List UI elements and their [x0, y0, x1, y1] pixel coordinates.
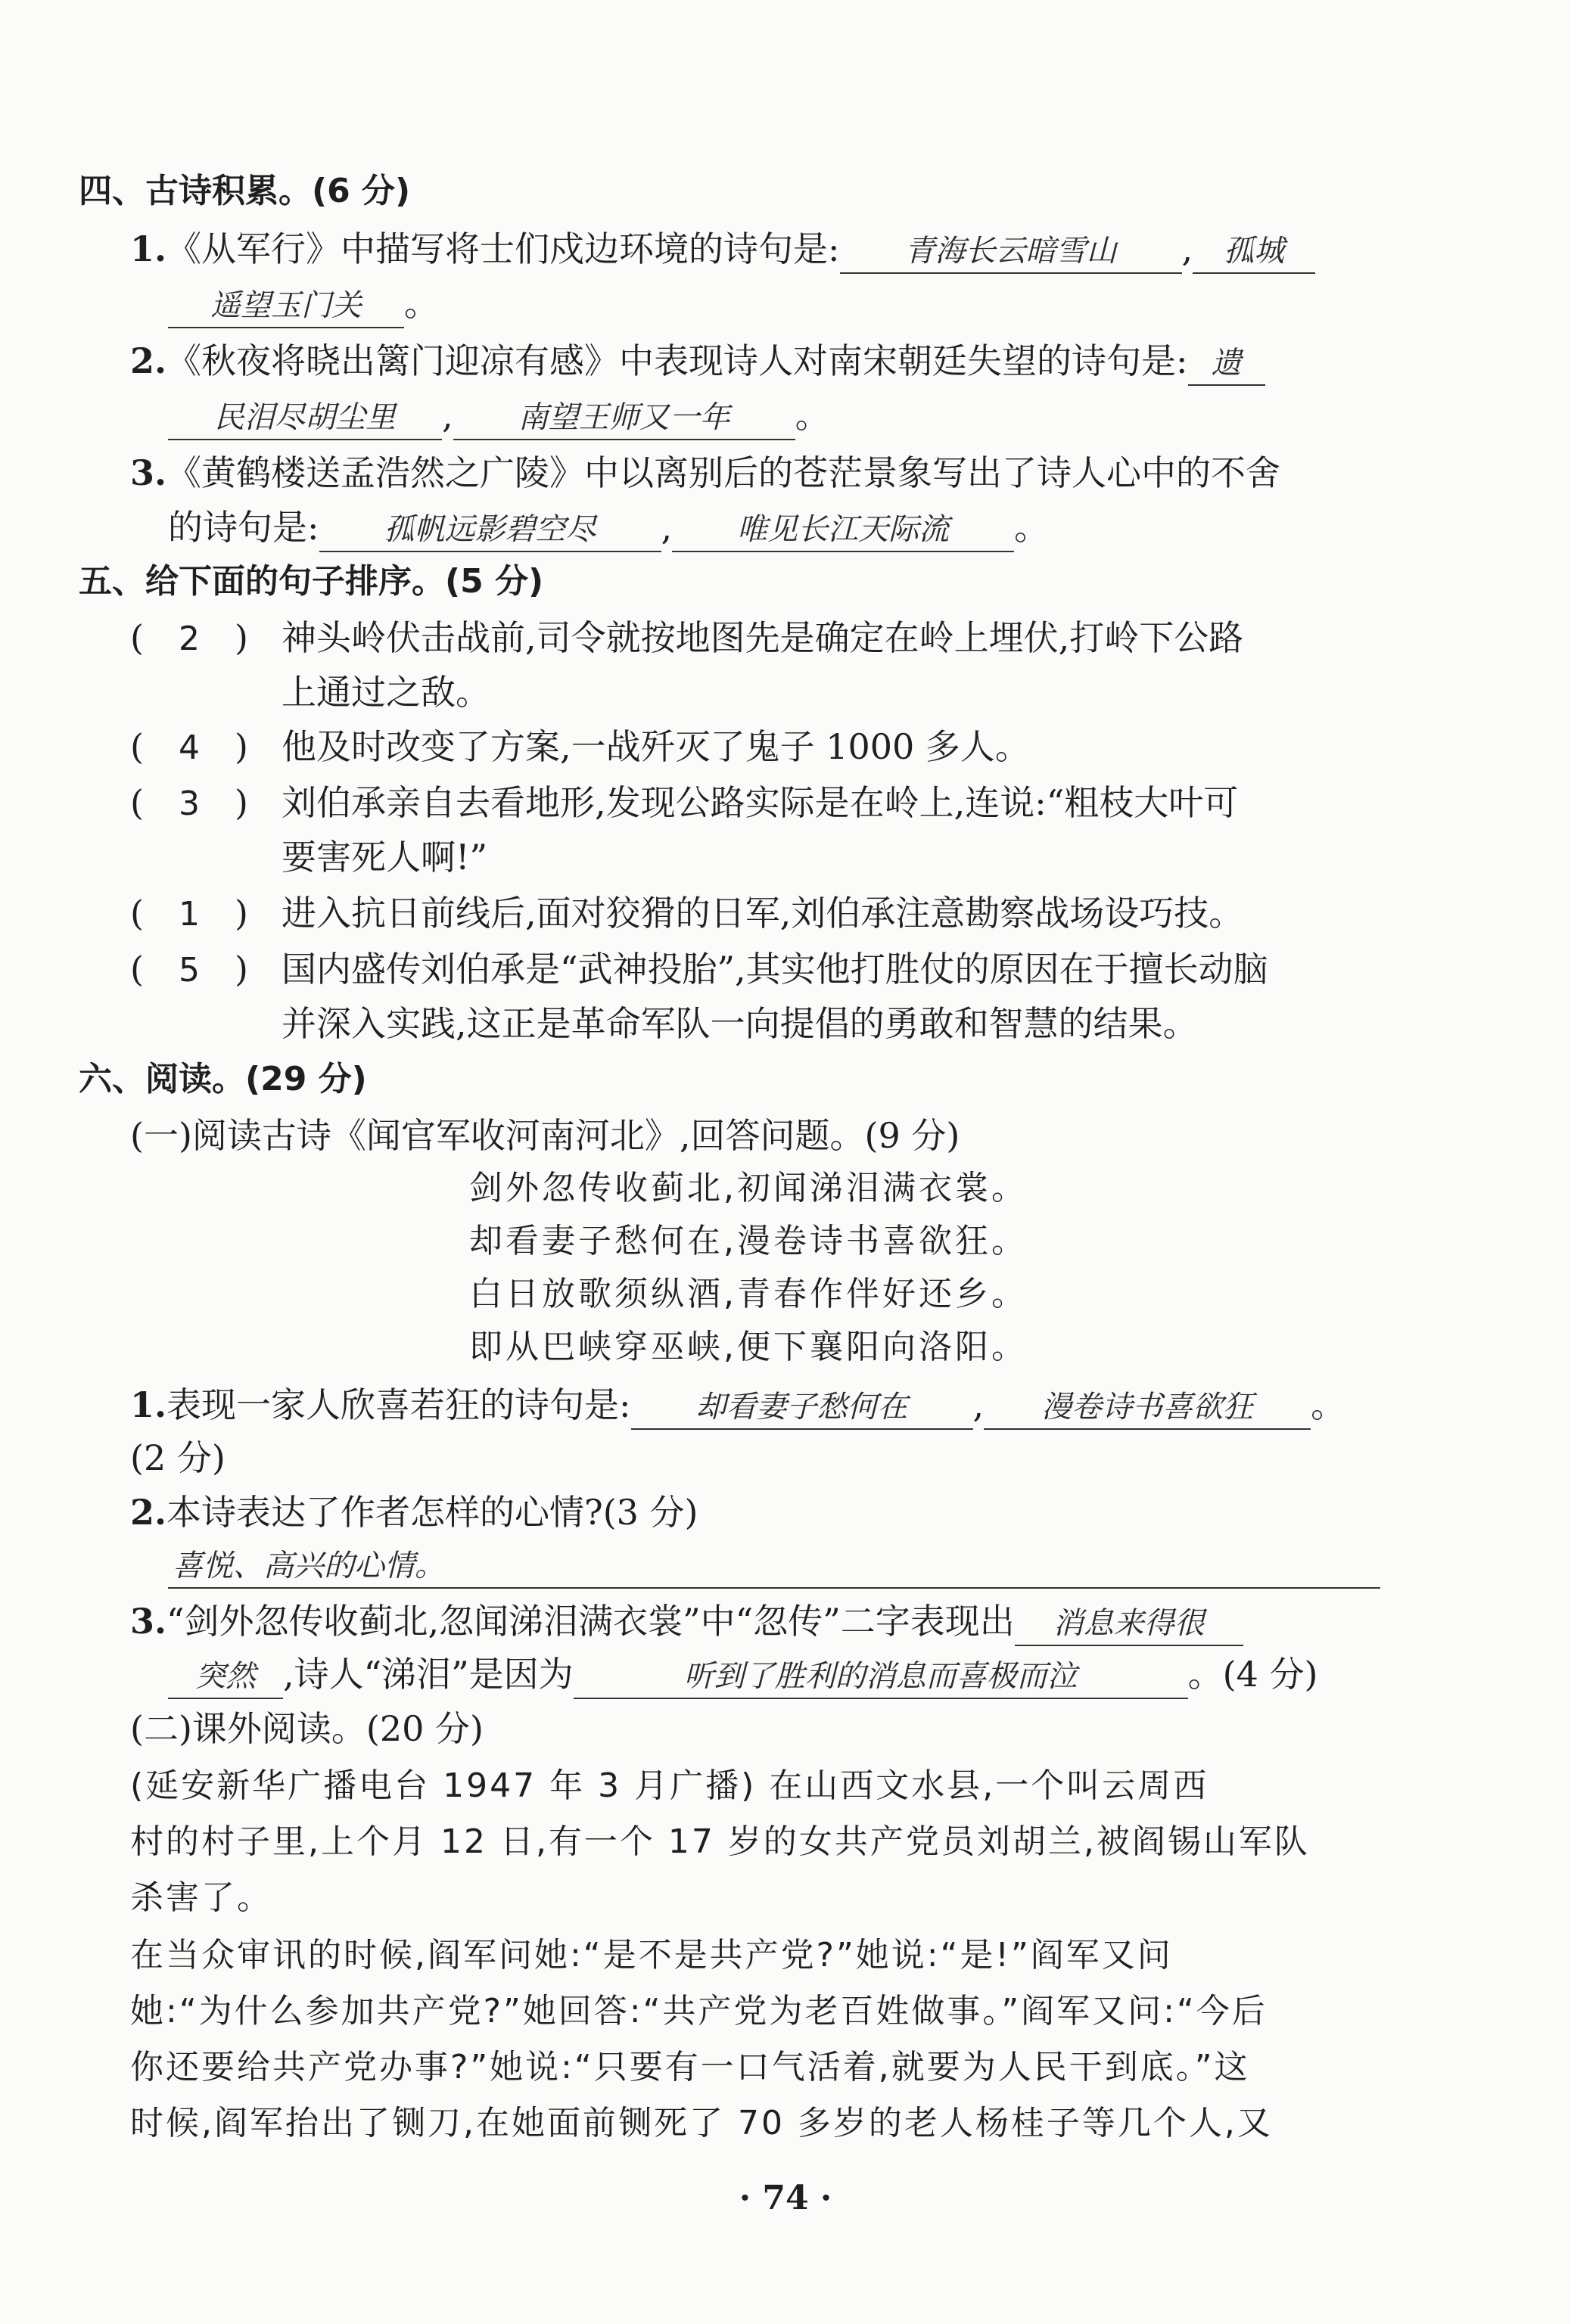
- passage-line-5: 她:“为什么参加共产党?”她回答:“共产党为老百姓做事。”阎军又问:“今后: [130, 1992, 1268, 2030]
- reading-part-1-title: (一)阅读古诗《闻官军收河南河北》,回答问题。(9 分): [130, 1115, 960, 1156]
- order-answer[interactable]: 5: [178, 951, 200, 990]
- order-answer[interactable]: 1: [178, 895, 200, 934]
- answer-blank[interactable]: 遥望玉门关: [168, 284, 404, 328]
- question-4-1-cont: 遥望玉门关 。: [168, 280, 439, 328]
- passage-line-2: 村的村子里,上个月 12 日,有一个 17 岁的女共产党员刘胡兰,被阎锡山军队: [130, 1822, 1310, 1861]
- answer-blank[interactable]: 青海长云暗雪山: [840, 230, 1182, 274]
- section-6-title: 六、阅读。(29 分): [79, 1060, 367, 1098]
- poem-line-2: 却看妻子愁何在,漫卷诗书喜欲狂。: [469, 1222, 1028, 1260]
- poem-line-3: 白日放歌须纵酒,青春作伴好还乡。: [469, 1275, 1028, 1313]
- page-number: · 74 ·: [739, 2179, 832, 2217]
- question-4-1: 1.《从军行》中描写将士们戍边环境的诗句是: 青海长云暗雪山 , 孤城: [130, 225, 1315, 274]
- question-4-3-cont: 的诗句是: 孤帆远影碧空尽 , 唯见长江天际流 。: [168, 504, 1049, 552]
- answer-blank[interactable]: 民泪尽胡尘里: [168, 396, 442, 440]
- order-item-1: ( 2 ) 神头岭伏击战前,司令就按地图先是确定在岭上埋伏,打岭下公路: [130, 614, 1243, 663]
- question-6-2-answer-line: [168, 1540, 1383, 1589]
- answer-blank[interactable]: 喜悦、高兴的心情。: [168, 1545, 1380, 1589]
- poem-line-4: 即从巴峡穿巫峡,便下襄阳向洛阳。: [469, 1328, 1028, 1366]
- order-answer[interactable]: 3: [178, 785, 200, 823]
- order-item-1-cont: 上通过之敌。: [282, 672, 490, 713]
- question-6-2: 2.本诗表达了作者怎样的心情?(3 分): [130, 1492, 698, 1533]
- section-5-title: 五、给下面的句子排序。(5 分): [79, 562, 544, 601]
- question-6-1-score: (2 分): [130, 1437, 226, 1478]
- answer-blank[interactable]: 南望王师又一年: [453, 396, 795, 440]
- question-6-3: 3.“剑外忽传收蓟北,忽闻涕泪满衣裳”中“忽传”二字表现出 消息来得很: [130, 1598, 1243, 1646]
- answer-blank[interactable]: 却看妻子愁何在: [631, 1386, 973, 1430]
- section-4-title: 四、古诗积累。(6 分): [79, 172, 411, 210]
- question-6-3-cont: 突然 ,诗人“涕泪”是因为 听到了胜利的消息而喜极而泣 。(4 分): [168, 1651, 1317, 1699]
- answer-blank[interactable]: 遗: [1188, 342, 1265, 386]
- order-item-3-cont: 要害死人啊!”: [282, 837, 488, 878]
- passage-line-1: (延安新华广播电台 1947 年 3 月广播) 在山西文水县,一个叫云周西: [130, 1766, 1209, 1805]
- question-6-1: 1.表现一家人欣喜若狂的诗句是: 却看妻子愁何在 , 漫卷诗书喜欲狂 。: [130, 1381, 1345, 1430]
- reading-part-2-title: (二)课外阅读。(20 分): [130, 1708, 484, 1749]
- answer-blank[interactable]: 消息来得很: [1015, 1602, 1243, 1646]
- answer-blank[interactable]: 听到了胜利的消息而喜极而泣: [574, 1655, 1188, 1699]
- poem-line-1: 剑外忽传收蓟北,初闻涕泪满衣裳。: [469, 1169, 1028, 1207]
- answer-blank[interactable]: 孤城: [1193, 230, 1315, 274]
- order-answer[interactable]: 4: [178, 729, 200, 767]
- order-item-2: ( 4 ) 他及时改变了方案,一战歼灭了鬼子 1000 多人。: [130, 723, 1030, 772]
- answer-blank[interactable]: 孤帆远影碧空尽: [319, 508, 661, 552]
- answer-blank[interactable]: 漫卷诗书喜欲狂: [984, 1386, 1311, 1430]
- order-answer[interactable]: 2: [178, 620, 200, 658]
- order-item-3: ( 3 ) 刘伯承亲自去看地形,发现公路实际是在岭上,连说:“粗枝大叶可: [130, 779, 1238, 828]
- question-4-2: 2.《秋夜将晓出篱门迎凉有感》中表现诗人对南宋朝廷失望的诗句是: 遗: [130, 337, 1265, 386]
- order-item-5-cont: 并深入实践,这正是革命军队一向提倡的勇敢和智慧的结果。: [282, 1003, 1198, 1044]
- answer-blank[interactable]: 突然: [168, 1655, 283, 1699]
- passage-line-7: 时候,阎军抬出了铡刀,在她面前铡死了 70 多岁的老人杨桂子等几个人,又: [130, 2104, 1273, 2142]
- passage-line-3: 杀害了。: [130, 1878, 272, 1917]
- order-item-5: ( 5 ) 国内盛传刘伯承是“武神投胎”,其实他打胜仗的原因在于擅长动脑: [130, 946, 1268, 994]
- answer-blank[interactable]: 唯见长江天际流: [672, 508, 1014, 552]
- question-4-3: 3.《黄鹤楼送孟浩然之广陵》中以离别后的苍茫景象写出了诗人心中的不舍: [130, 452, 1281, 493]
- passage-line-6: 你还要给共产党办事?”她说:“只要有一口气活着,就要为人民干到底。”这: [130, 2048, 1250, 2086]
- order-item-4: ( 1 ) 进入抗日前线后,面对狡猾的日军,刘伯承注意勘察战场设巧技。: [130, 890, 1243, 938]
- passage-line-4: 在当众审讯的时候,阎军问她:“是不是共产党?”她说:“是!”阎军又问: [130, 1936, 1173, 1974]
- question-4-2-cont: 民泪尽胡尘里 , 南望王师又一年 。: [168, 392, 830, 440]
